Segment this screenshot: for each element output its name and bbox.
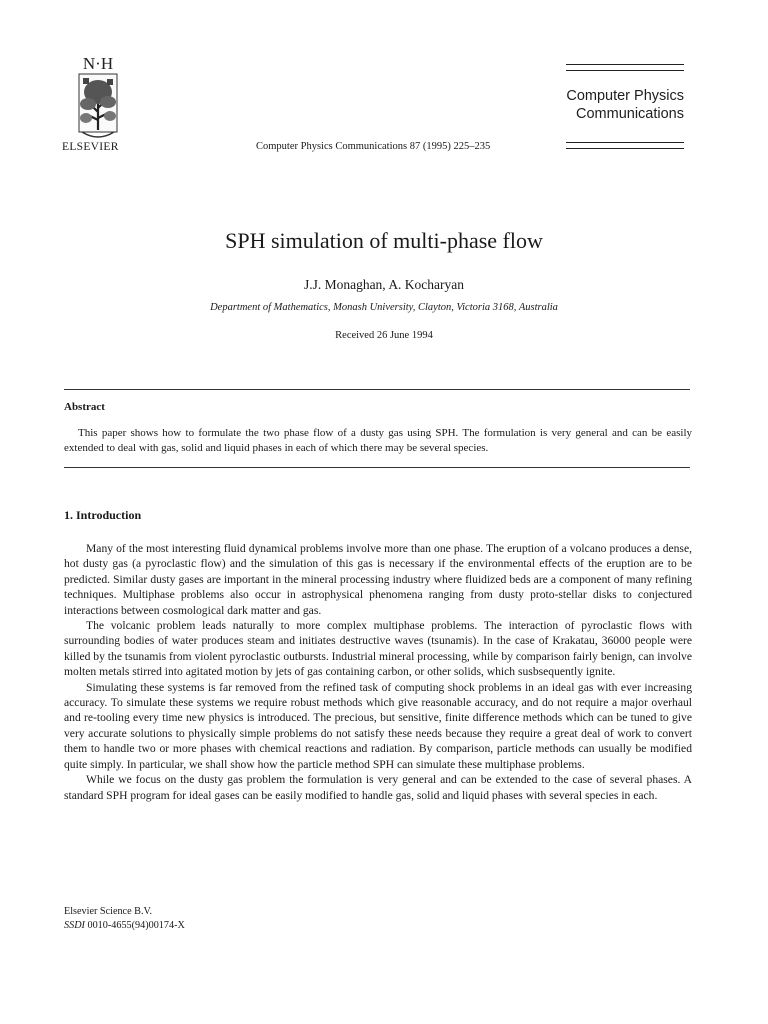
journal-name-line2: Communications xyxy=(576,106,684,122)
article-authors: J.J. Monaghan, A. Kocharyan xyxy=(303,277,465,292)
journal-rule-top-thin xyxy=(566,70,684,71)
elsevier-tree-emblem xyxy=(74,52,122,144)
publisher-name: ELSEVIER xyxy=(62,141,119,153)
paragraph: Many of the most interesting fluid dynamical problems involve more than one phase. The eruption of a volcano produces a dense, hot dusty gas (a pyroclastic flow) and the simulation of this gas is necessary if the environmental effects of the eruption are to be predicted. Similar dusty gases are important in the mineral processing industry where fluidized beds are a component of many refining techniques. Multiphase problems also occur in astrophysical phenomena ranging from dusty proto-stellar disks to conjectured interactions between cosmological dark matter and gas. xyxy=(64,542,692,617)
journal-rule-bottom-thin xyxy=(566,148,684,149)
footer-ssdi xyxy=(64,919,185,933)
abstract-rule-bottom xyxy=(64,467,690,468)
ssdi-value: 0010-4655(94)00174-X xyxy=(87,920,185,931)
citation-line: Computer Physics Communications 87 (1995) 225–235 xyxy=(256,141,491,152)
abstract-heading: Abstract xyxy=(64,401,105,413)
abstract-text: This paper shows how to formulate the two phase flow of a dusty gas using SPH. The formulation is very general and can be easily extended to deal with gas, solid and liquid phases in each of which there may be several species. xyxy=(64,427,692,454)
page-footer xyxy=(64,905,185,933)
section-heading-introduction: 1. Introduction xyxy=(64,508,142,522)
received-date: Received 26 June 1994 xyxy=(335,330,433,341)
author-affiliation: Department of Mathematics, Monash University, Clayton, Victoria 3168, Australia xyxy=(210,302,558,313)
paragraph: While we focus on the dusty gas problem the formulation is very general and can be extended to the case of several phases. A standard SPH program for ideal gases can be easily modified to handle gas, solid and liquid phases with several species in each. xyxy=(64,773,692,802)
logo-lettering: N·H xyxy=(82,54,114,73)
abstract-rule-top xyxy=(64,389,690,390)
journal-name-line1: Computer Physics xyxy=(566,88,684,104)
paragraph: The volcanic problem leads naturally to more complex multiphase problems. The interaction of pyroclastic flows with surrounding bodies of water produces steam and initiates destructive waves (tsunamis). In the case of Krakatau, 36000 people were killed by the tsunamis from violent pyroclastic outbursts. Industrial mineral processing, while by comparison fairly benign, can involve molten metals stirred into agitated motion by jets of gas containing carbon, or other solids, which susbsequently ignite. xyxy=(64,619,692,679)
introduction-body xyxy=(64,541,692,803)
journal-rule-top xyxy=(566,64,684,65)
ssdi-label: SSDI xyxy=(64,920,85,931)
footer-publisher: Elsevier Science B.V. xyxy=(64,906,153,917)
article-title: SPH simulation of multi-phase flow xyxy=(225,228,543,253)
publisher-logo xyxy=(74,52,122,144)
journal-name xyxy=(514,87,684,123)
journal-rule-bottom xyxy=(566,142,684,143)
paragraph: Simulating these systems is far removed from the refined task of computing shock problems in an ideal gas with ever increasing accuracy. To simulate these systems we require robust methods which give reasonable accuracy, and do not require a major overhaul and re-tooling every time new physics is introduced. The precious, but sensitive, finite difference methods which can be tuned to give very accurate solutions to physically simple problems do not satisfy these needs because they require a great deal of work to convert them to handle two or more phases with chemical reactions and radiation. By comparison, particle methods can usually be modified quite simply. In particular, we shall show how the particle method SPH can simulate these multiphase problems. xyxy=(64,680,692,771)
